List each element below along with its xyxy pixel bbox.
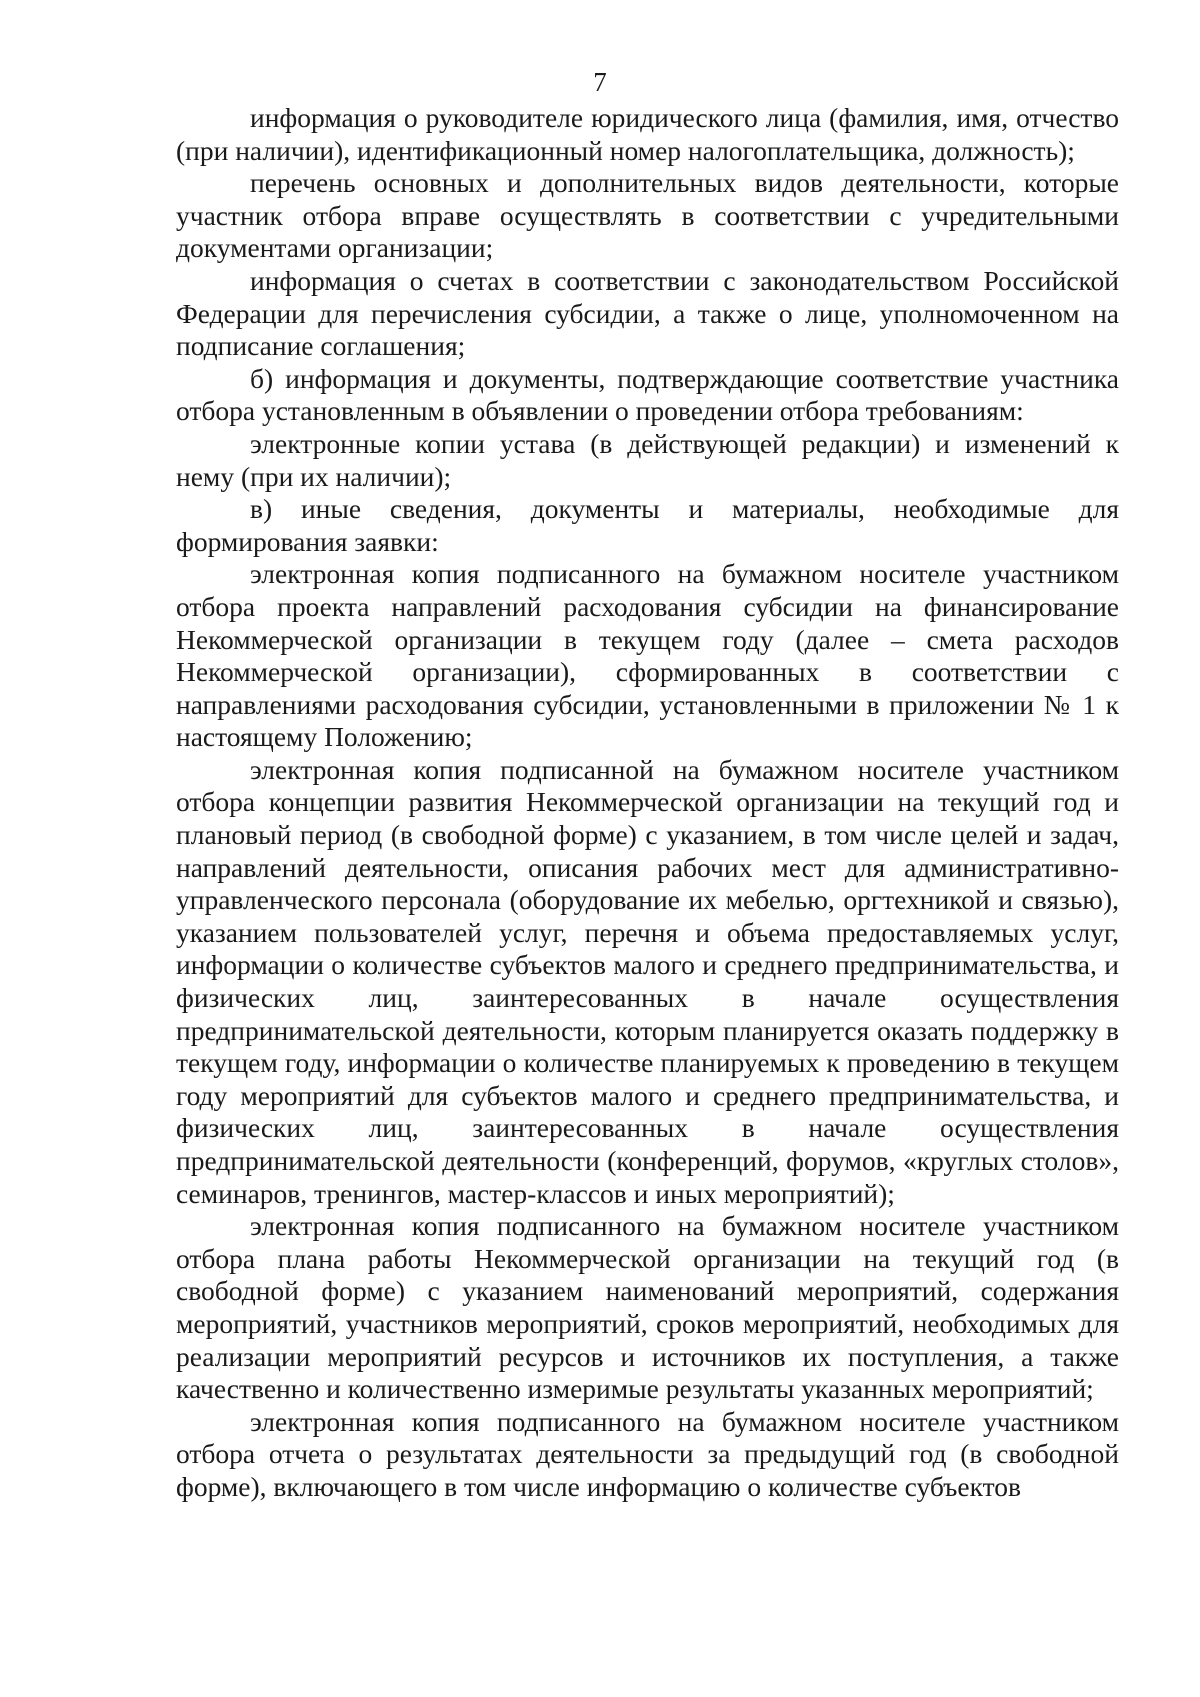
paragraph-activities-list: перечень основных и дополнительных видов деятельности, которые участник отбора вправе осуществлять в соответствии с учредительными документами организации; [176,167,1119,264]
paragraph-work-plan: электронная копия подписанного на бумажном носителе участником отбора плана работы Некоммерческой организации на текущий год (в свободной форме) с указанием наименований мероприятий, содержания мероприятий, участников мероприятий, сроков мероприятий, необходимых для реализации мероприятий ресурсов и источников их поступления, а также качественно и количественно измеримые результаты указанных мероприятий; [176,1210,1119,1405]
paragraph-item-v: в) иные сведения, документы и материалы, необходимые для формирования заявки: [176,493,1119,557]
document-body [176,102,1119,1504]
paragraph-development-concept: электронная копия подписанной на бумажном носителе участником отбора концепции развития Некоммерческой организации на текущий год и плановый период (в свободной форме) с указанием, в том числе целей и задач, направлений деятельности, описания рабочих мест для административно-управленческого персонала (оборудование их мебелью, оргтехникой и связью), указанием пользователей услуг, перечня и объема предоставляемых услуг, информации о количестве субъектов малого и среднего предпринимательства, и физических лиц, заинтересованных в начале осуществления предпринимательской деятельности, которым планируется оказать поддержку в текущем году, информации о количестве планируемых к проведению в текущем году мероприятий для субъектов малого и среднего предпринимательства, и физических лиц, заинтересованных в начале осуществления предпринимательской деятельности (конференций, форумов, «круглых столов», семинаров, тренингов, мастер-классов и иных мероприятий); [176,753,1119,1209]
paragraph-accounts-info: информация о счетах в соответствии с законодательством Российской Федерации для перечисления субсидии, а также о лице, уполномоченном на подписание соглашения; [176,264,1119,362]
paragraph-head-info: информация о руководителе юридического лица (фамилия, имя, отчество (при наличии), идентификационный номер налогоплательщика, должность); [176,102,1119,166]
paragraph-expense-estimate: электронная копия подписанного на бумажном носителе участником отбора проекта направлений расходования субсидии на финансирование Некоммерческой организации в текущем году (далее – смета расходов Некоммерческой организации), сформированных в соответствии с направлениями расходования субсидии, установленными в приложении № 1 к настоящему Положению; [176,558,1119,753]
page-number: 7 [593,67,607,97]
paragraph-activity-report: электронная копия подписанного на бумажном носителе участником отбора отчета о результатах деятельности за предыдущий год (в свободной форме), включающего в том числе информацию о количестве субъектов [176,1405,1119,1502]
paragraph-item-b: б) информация и документы, подтверждающие соответствие участника отбора установленным в объявлении о проведении отбора требованиям: [176,362,1119,427]
paragraph-charter-copies: электронные копии устава (в действующей редакции) и изменений к нему (при их наличии); [176,427,1119,492]
